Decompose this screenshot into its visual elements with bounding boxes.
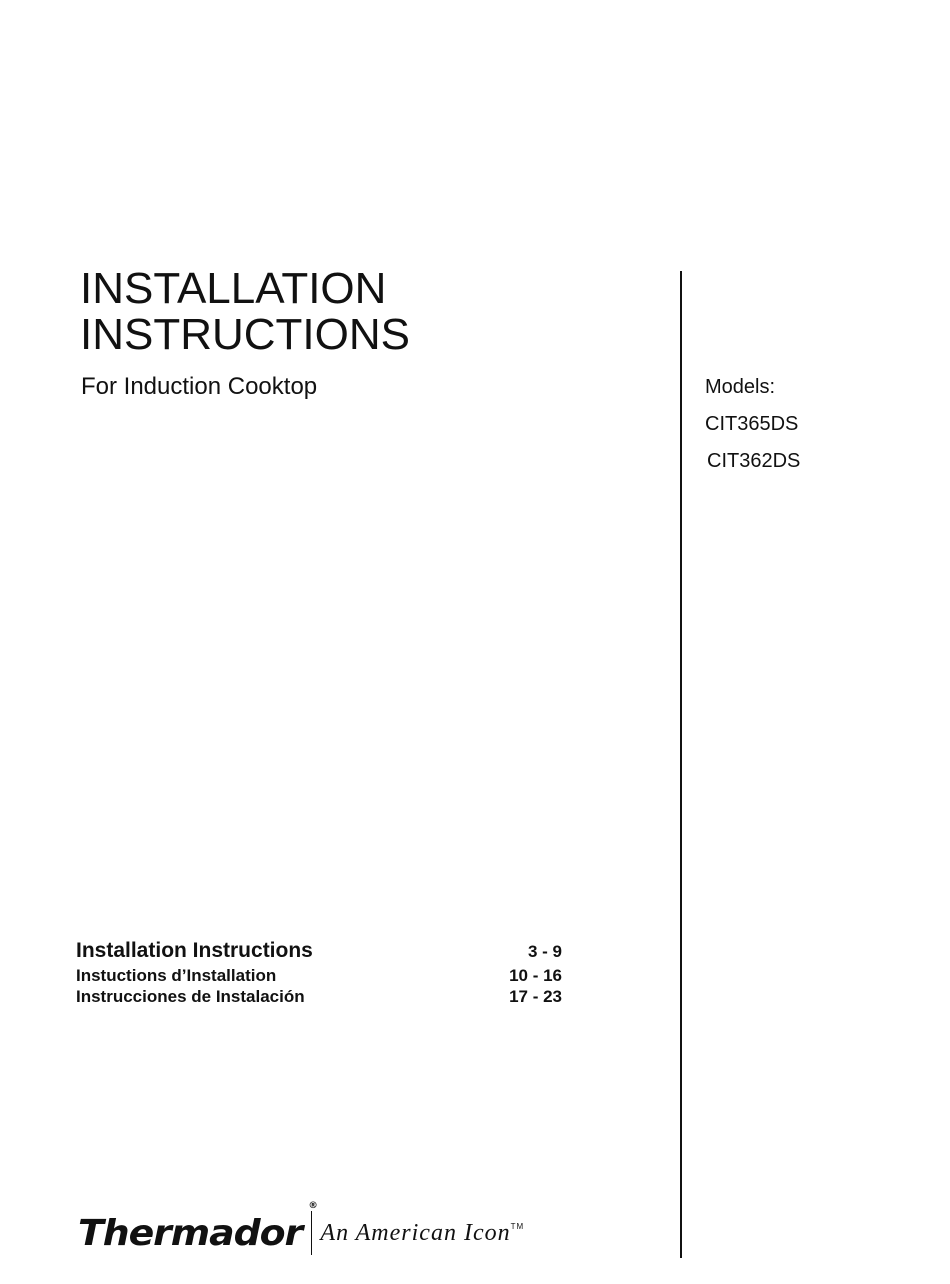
toc-pages: 3 - 9 — [527, 942, 562, 961]
vertical-divider — [680, 271, 682, 1258]
toc-label: Instuctions d’Installation — [76, 966, 277, 985]
toc-row-spanish — [76, 986, 562, 1007]
registered-mark: ® — [308, 1200, 317, 1211]
brand-name: Thermador — [78, 1212, 303, 1254]
brand-footer — [78, 1200, 525, 1258]
table-of-contents — [76, 938, 562, 1007]
toc-label: Instrucciones de Instalación — [76, 987, 305, 1006]
title-line-1: INSTALLATION — [80, 264, 387, 313]
toc-label: Installation Instructions — [76, 939, 313, 962]
models-block — [705, 373, 800, 484]
model-number: CIT362DS — [707, 450, 801, 472]
trademark-mark: TM — [510, 1221, 525, 1231]
brand-tagline — [320, 1220, 524, 1247]
title-line-2: INSTRUCTIONS — [80, 310, 410, 359]
model-number: CIT365DS — [705, 413, 799, 435]
document-title — [80, 266, 410, 358]
toc-pages: 17 - 23 — [509, 987, 562, 1006]
document-subtitle: For Induction Cooktop — [81, 373, 318, 400]
toc-row-french — [76, 965, 562, 986]
toc-pages: 10 - 16 — [509, 966, 562, 985]
tagline-text: An American Icon — [320, 1219, 511, 1246]
thermador-logo — [78, 1200, 317, 1254]
models-label: Models: — [705, 376, 776, 398]
toc-row-english — [76, 938, 562, 965]
